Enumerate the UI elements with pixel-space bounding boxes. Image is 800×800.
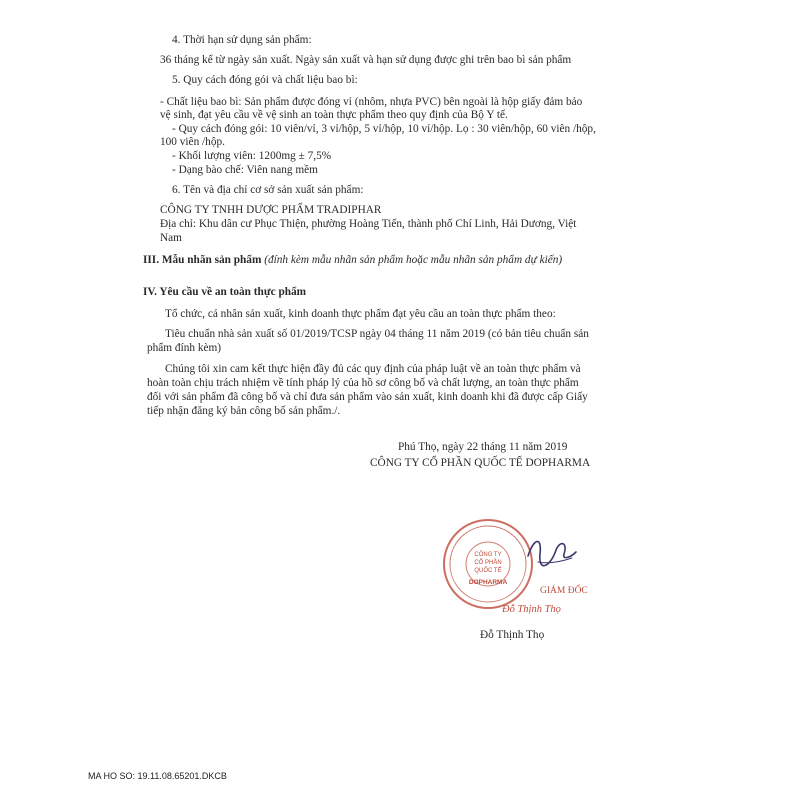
signature-icon: [520, 528, 580, 578]
material-line-1: - Chất liệu bao bì: Sản phẩm được đóng vỉ (nhôm, nhựa PVC) bên ngoài là hộp giấy đảm bảo: [160, 96, 583, 108]
director-title: GIÁM ĐỐC: [540, 586, 588, 596]
section5-heading: 5. Quy cách đóng gói và chất liệu bao bì:: [172, 74, 358, 86]
form-line: - Dạng bào chế: Viên nang mềm: [172, 164, 318, 176]
section-iii: [143, 253, 562, 267]
weight-line: - Khối lượng viên: 1200mg ± 7,5%: [172, 150, 332, 162]
standard-line-2: phẩm đính kèm): [147, 342, 222, 354]
section-iii-heading: III. Mẫu nhãn sản phẩm: [143, 254, 262, 266]
svg-text:CÔNG TY: CÔNG TY: [474, 552, 502, 558]
section6-heading: 6. Tên và địa chỉ cơ sở sản xuất sản phẩm:: [172, 184, 364, 196]
commitment-line-1: Chúng tôi xin cam kết thực hiện đầy đủ các quy định của pháp luật về an toàn thực phẩm và: [165, 363, 581, 375]
svg-text:DOPHARMA: DOPHARMA: [468, 579, 508, 586]
packing-line-1: - Quy cách đóng gói: 10 viên/vỉ, 3 vỉ/hộp, 5 vỉ/hộp, 10 vỉ/hộp. Lọ : 30 viên/hộp, 60 viên /hộp,: [172, 123, 596, 135]
signing-company: CÔNG TY CỔ PHẦN QUỐC TẾ DOPHARMA: [370, 457, 591, 469]
packing-line-2: 100 viên /hộp.: [160, 136, 225, 148]
svg-text:QUỐC TẾ: QUỐC TẾ: [474, 568, 502, 574]
material-line-2: vệ sinh, đạt yêu cầu về vệ sinh an toàn thực phẩm theo quy định của Bộ Y tế.: [160, 109, 508, 121]
manufacturer-name: CÔNG TY TNHH DƯỢC PHẨM TRADIPHAR: [160, 204, 382, 216]
section-iv-heading: IV. Yêu cầu về an toàn thực phẩm: [143, 286, 307, 298]
commitment-line-2: hoàn toàn chịu trách nhiệm về tính pháp lý của hồ sơ công bố và chất lượng, an toàn thực phẩm: [147, 377, 579, 389]
section-iv-intro: Tổ chức, cá nhân sản xuất, kinh doanh thực phẩm đạt yêu cầu an toàn thực phẩm theo:: [165, 308, 556, 320]
signer-name: Đỗ Thịnh Thọ: [480, 629, 545, 641]
section-iii-note: (đính kèm mẫu nhãn sản phẩm hoặc mẫu nhãn sản phẩm dự kiến): [264, 254, 563, 266]
address-line-2: Nam: [160, 232, 182, 244]
standard-line-1: Tiêu chuẩn nhà sản xuất số 01/2019/TCSP ngày 04 tháng 11 năm 2019 (có bản tiêu chuẩn sản: [165, 328, 589, 340]
place-date: Phú Thọ, ngày 22 tháng 11 năm 2019: [398, 441, 568, 453]
section4-text: 36 tháng kể từ ngày sản xuất. Ngày sản xuất và hạn sử dụng được ghi trên bao bì sản phẩm: [160, 54, 572, 66]
record-code: MA HO SO: 19.11.08.65201.DKCB: [88, 771, 227, 781]
commitment-line-3: đối với sản phẩm đã công bố và chỉ đưa sản phẩm vào sản xuất, kinh doanh khi đã được cấp Giấy: [147, 391, 588, 403]
svg-text:CỔ PHẦN: CỔ PHẦN: [474, 560, 502, 566]
section4-heading: 4. Thời hạn sử dụng sản phẩm:: [172, 34, 312, 46]
handwritten-name: Đỗ Thịnh Thọ: [502, 604, 561, 615]
address-line-1: Địa chỉ: Khu dân cư Phục Thiện, phường Hoàng Tiến, thành phố Chí Linh, Hải Dương, Việt: [160, 218, 577, 230]
commitment-line-4: tiếp nhận đăng ký bản công bố sản phẩm./.: [147, 405, 341, 417]
